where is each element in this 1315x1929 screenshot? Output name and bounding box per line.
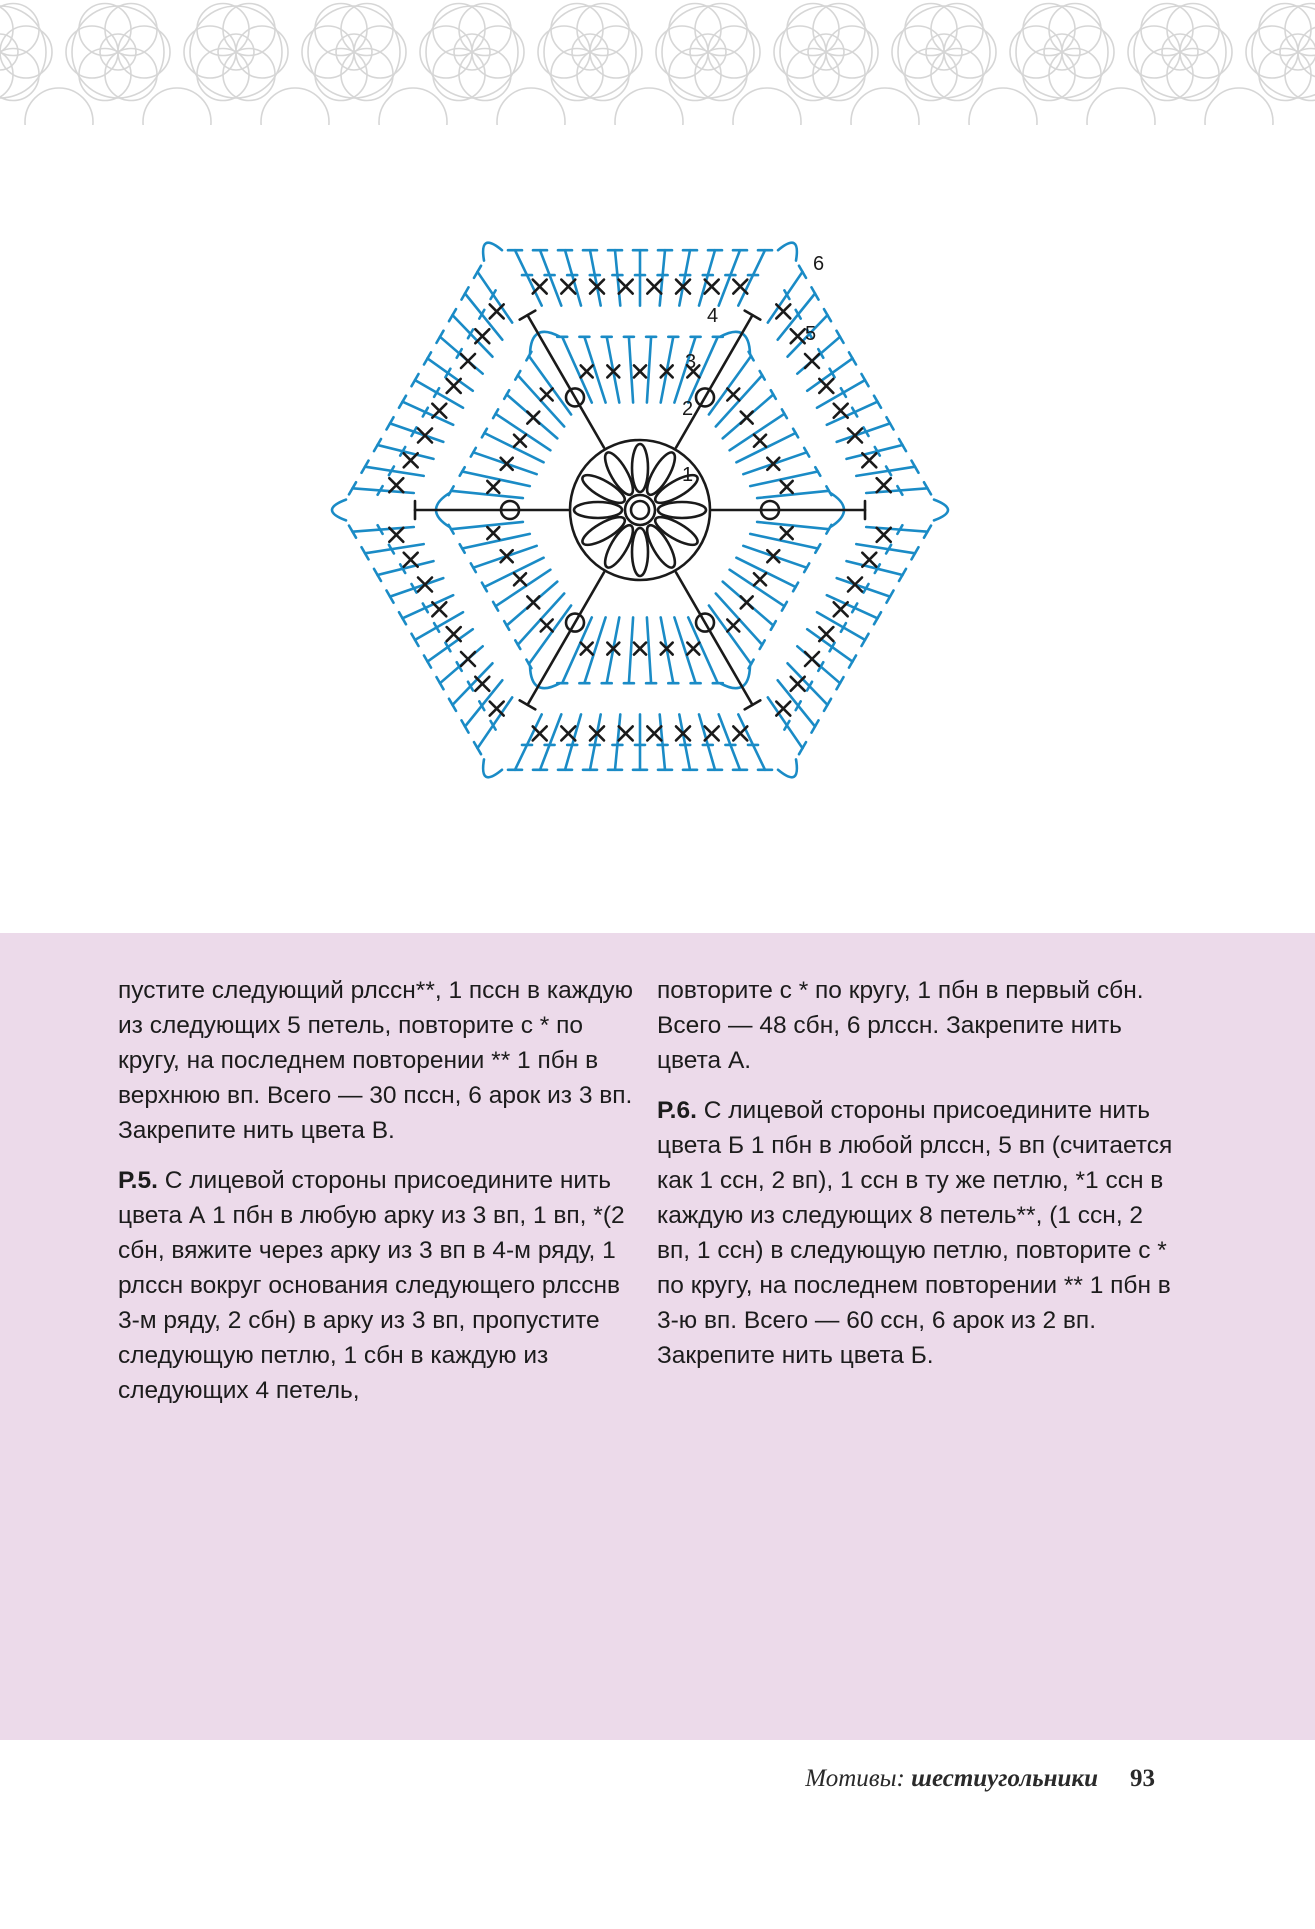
crochet-hexagon-diagram xyxy=(280,190,1010,840)
row-label-5: Р.5. xyxy=(118,1167,158,1194)
instruction-paragraph xyxy=(657,1093,1177,1373)
instructions-right-column xyxy=(657,973,1177,1388)
instructions-left-column xyxy=(118,973,638,1423)
instruction-paragraph xyxy=(118,1163,638,1408)
page-footer xyxy=(805,1765,1155,1793)
footer-topic: шестиугольники xyxy=(911,1765,1098,1792)
instruction-paragraph: повторите с * по кругу, 1 пбн в первый сбн. Всего — 48 сбн, 6 рлссн. Закрепите нить цвета А. xyxy=(657,977,1144,1074)
instructions-panel xyxy=(0,933,1315,1740)
instruction-paragraph: пустите следующий рлссн**, 1 пссн в каждую из следующих 5 петель, повторите с * по кругу, на последнем повторении ** 1 пбн в верхнюю вп. Всего — 30 пссн, 6 арок из 3 вп. Закрепите нить цвета В. xyxy=(118,977,634,1144)
row-6-text: С лицевой стороны присоедините нить цвета Б 1 пбн в любой рлссн, 5 вп (считается как 1 ссн, 2 вп), 1 ссн в ту же петлю, *1 ссн в каждую из следующих 8 петель**, (1 ссн, 2 вп, 1 ссн) в следующую петлю, повторите с * по кругу, на последнем повторении ** 1 пбн в 3-ю вп. Всего — 60 ссн, 6 арок из 2 вп. Закрепите нить цвета Б. xyxy=(657,1097,1173,1369)
round-label-3: 3 xyxy=(685,351,697,373)
decorative-lace-border xyxy=(0,0,1315,125)
round-label-4: 4 xyxy=(707,305,719,327)
page-number: 93 xyxy=(1130,1765,1155,1792)
round-label-5: 5 xyxy=(805,323,817,345)
row-label-6: Р.6. xyxy=(657,1097,697,1124)
round-label-6: 6 xyxy=(813,253,825,275)
round-label-1: 1 xyxy=(682,464,694,486)
round-label-2: 2 xyxy=(682,398,694,420)
footer-section-title: Мотивы: xyxy=(805,1765,912,1792)
row-5-text: С лицевой стороны присоедините нить цвета А 1 пбн в любую арку из 3 вп, 1 вп, *(2 сбн, вяжите через арку из 3 вп в 4-м ряду, 1 рлссн вокруг основания следующего рлсснв 3-м ряду, 2 сбн) в арку из 3 вп, пропустите следующую петлю, 1 сбн в каждую из следующих 4 петель, xyxy=(118,1167,625,1404)
